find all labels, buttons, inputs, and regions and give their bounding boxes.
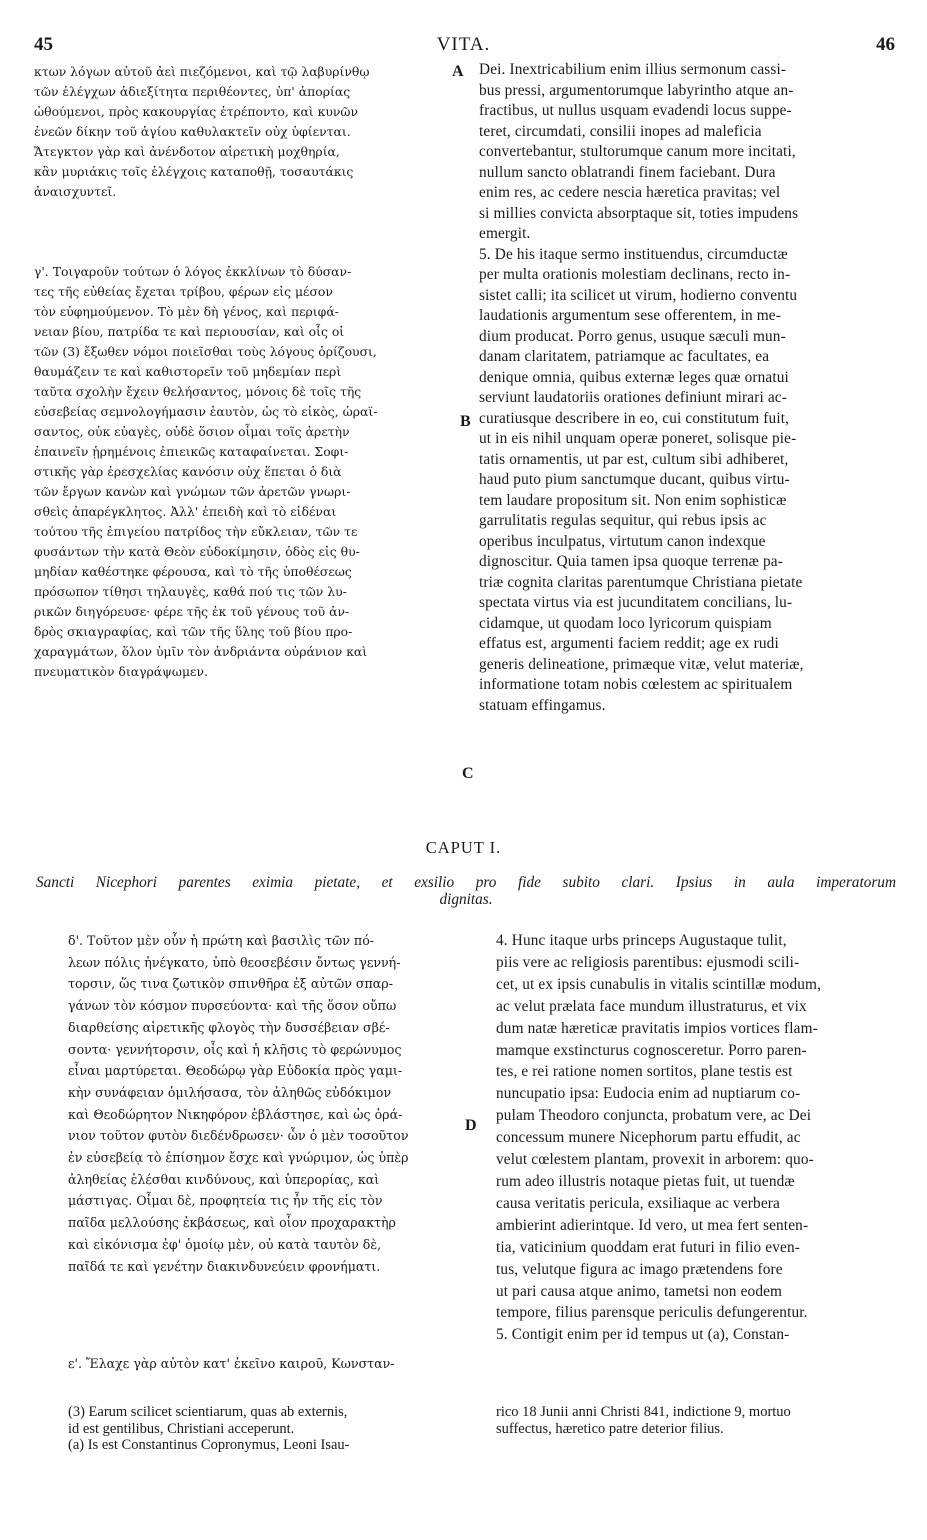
text-line: νειαν βίου, πατρίδα τε καὶ περιουσίαν, καὶ οἷς οἱ: [34, 324, 345, 339]
text-line: ε'. Ἔλαχε γὰρ αὐτὸν κατ' ἐκεῖνο καιροῦ, Κωνσταν-: [68, 1356, 395, 1371]
text-line: θαυμάζειν τε καὶ καθιστορεῖν τοῦ μηδεμίαν περὶ: [34, 364, 342, 379]
text-line: τὸν εὐφημούμενον. Τὸ μὲν δὴ γένος, καὶ περιφά-: [34, 304, 339, 319]
text-line: cidamque, ut quodam loco lyricorum quispiam: [479, 614, 772, 632]
running-title: VITA.: [436, 34, 491, 55]
text-line: laudationis argumentum sese offerentem, in me-: [479, 307, 781, 324]
greek-column-bottom-block1: [68, 930, 468, 1277]
text-line: λεων πόλις ἠνέγκατο, ὑπὸ θεοσεβέσιν ὄντως γεννή-: [68, 954, 401, 970]
text-line: σαντος, οὐκ εὐαγὲς, οὐδὲ ὅσιον οἶμαι τοῖς ἀρετὴν: [34, 424, 350, 439]
text-line: effatus est, argumenti faciem reddit; age ex rudi: [479, 635, 779, 652]
chapter-summary-line1: Sancti Nicephori parentes eximia pietate, et exsilio pro fide subito clari. Ipsius in aula imperatorum: [36, 874, 896, 891]
marker-a: A: [452, 63, 464, 80]
text-line: Ἄτεγκτον γὰρ καὶ ἀνένδοτον αἱρετικὴ μοχθηρία,: [34, 144, 340, 159]
latin-column-bottom: [496, 930, 896, 1346]
text-line: κἂν μυριάκις τοῖς ἐλέγχοις καταποθῇ, τοσαυτάκις: [34, 164, 354, 179]
text-line: nuncupatio ipsa: Eudocia enim ad nuptiarum co-: [496, 1085, 801, 1103]
text-line: causa veritatis pericula, exsiliaque ac verbera: [496, 1194, 780, 1212]
chapter-summary-line2: dignitas.: [439, 891, 493, 908]
text-line: bus pressi, argumentorumque labyrintho atque an-: [479, 81, 794, 99]
text-line: velut cœlestem plantam, provexit in arborem: quo-: [496, 1151, 814, 1169]
text-line: operibus inculpatus, virtutum canon indexque: [479, 532, 766, 550]
text-line: triæ cognita claritas parentumque Christiana pietate: [479, 573, 803, 591]
text-line: denique omnia, quibus externæ leges quæ ornatui: [479, 368, 789, 386]
text-line: tes, e rei ratione nomen sortitos, plane testis est: [496, 1063, 793, 1081]
text-line: καὶ εἰκόνισμα ἐφ' ὁμοίῳ μὲν, οὐ κατὰ ταυτὸν δὲ,: [68, 1236, 382, 1252]
text-line: garrulitatis regulas sequitur, qui rebus ipsis ac: [479, 512, 767, 529]
text-line: sistet calli; ita scilicet ut virum, hodierno conventu: [479, 286, 798, 304]
text-line: εἶναι μαρτύρεται. Θεοδώρῳ γὰρ Εὐδοκία πρὸς γαμι-: [68, 1063, 403, 1079]
text-line: πρόσωπον τίθησι τηλαυγὲς, καθά πού τις τῶν λυ-: [34, 584, 347, 599]
text-line: ταῦτα σχολὴν ἔχειν θελήσαντος, μόνοις δὲ τοῖς τῆς: [34, 384, 362, 399]
text-line: ac velut prælata face mundum illustraturus, et vix: [496, 997, 807, 1015]
marker-d: D: [465, 1117, 477, 1134]
text-line: spectata virtus via est jucunditatem concilians, lu-: [479, 594, 793, 611]
text-line: ρικῶν διηγόρευσε· φέρε τῆς ἐκ τοῦ γένους τοῦ ἀν-: [34, 604, 350, 619]
text-line: παῖδα μελλούσης ἐκβάσεως, καὶ οἷον προχαρακτὴρ: [68, 1215, 396, 1231]
text-line: mamque exstincturus cognosceretur. Porro paren-: [496, 1041, 807, 1059]
text-line: nullum sancto oblatrandi finem faciebant. Dura: [479, 163, 776, 181]
text-line: φυσάντων τὴν κατὰ Θεὸν εὐδοκίμησιν, ὁδὸς εἰς θυ-: [34, 544, 360, 559]
text-line: γάνων τὸν κόσμον πυρσεύοντα· καὶ τῆς ὅσον οὔπω: [68, 998, 397, 1014]
text-line: ἐν εὐσεβείᾳ τὸ ἐπίσημον ἔσχε καὶ γνώριμον, ὡς ὑπὲρ: [68, 1150, 409, 1166]
text-line: convertebantur, stultorumque canum more incitati,: [479, 143, 796, 160]
text-line: concessum munere Nicephorum partu effudit, ac: [496, 1129, 801, 1147]
text-line: ut in eis nihil unquam operæ poneret, solisque pie-: [479, 430, 797, 447]
text-line: νιον τοῦτον φυτὸν διεδένδρωσεν· ὧν ὁ μὲν τοσοῦτον: [68, 1128, 409, 1144]
text-line: teret, circumdati, consilii inopes ad maleficia: [479, 122, 762, 140]
text-line: τῶν ἔργων κανὼν καὶ γνώμων τῶν ἀρετῶν γνωρι-: [34, 484, 351, 499]
text-line: rum adeo illustris notaque pietas fuit, ut tuendæ: [496, 1172, 795, 1190]
text-line: σθεὶς ἀπαρέγκλητος. Ἀλλ' ἐπειδὴ καὶ τὸ εἰδέναι: [34, 504, 337, 519]
footnotes-left: [68, 1404, 468, 1454]
text-line: ἐπαινεῖν ᾑρημένοις ἐπιεικῶς καταφαίνεται. Σοφι-: [34, 444, 349, 459]
text-line: curatiusque describere in eo, cui constitutum fuit,: [479, 409, 790, 427]
text-line: tatis ornamentis, ut par est, cultum sibi adhiberet,: [479, 450, 789, 468]
text-line: ut pari causa atque animo, tametsi non eodem: [496, 1282, 783, 1300]
text-line: τούτου τῆς ἐπιγείου πατρίδος τὴν εὔκλειαν, τῶν τε: [34, 524, 358, 539]
text-line: δ'. Τοῦτον μὲν οὖν ἡ πρώτη καὶ βασιλὶς τῶν πό-: [68, 933, 375, 948]
latin-column-top: [479, 60, 897, 716]
text-line: ἀληθείας ἑλέσθαι κινδύνους, καὶ ὑπερορίας, καὶ: [68, 1171, 380, 1187]
text-line: haud puto pium sanctumque ducant, quibus virtu-: [479, 471, 790, 488]
text-line: τῶν (3) ἔξωθεν νόμοι ποιεῖσθαι τοὺς λόγους ὁρίζουσι,: [34, 344, 377, 359]
text-line: cet, ut ex ipsis cunabulis in vitalis scintillæ modum,: [496, 975, 822, 993]
text-line: πνευματικὸν διαγράψωμεν.: [34, 664, 208, 679]
text-line: serviunt laudatoriis orationes definiunt mirari ac-: [479, 389, 787, 406]
text-line: tus, velutque figura ac imago prætendens fore: [496, 1260, 783, 1278]
text-line: μηδίαν καθέστηκε φέρουσα, καὶ τὸ τῆς ὑποθέσεως: [34, 564, 352, 579]
text-line: dum natæ hæreticæ pravitatis impios vortices flam-: [496, 1019, 818, 1037]
text-line: tem laudare propositum sit. Non enim sophisticæ: [479, 491, 787, 509]
text-line: 5. Contigit enim per id tempus ut (a), Constan-: [496, 1326, 790, 1344]
text-line: ἐνεῶν δίκην τοῦ ἁγίου καθυλακτεῖν οὐχ ὑφίενται.: [34, 124, 351, 139]
text-line: piis vere ac religiosis parentibus: ejusmodi scili-: [496, 953, 800, 971]
footnote-line: id est gentilibus, Christiani acceperunt.: [68, 1420, 295, 1437]
text-line: γ'. Τοιγαροῦν τούτων ὁ λόγος ἐκκλίνων τὸ δύσαν-: [34, 264, 352, 279]
text-line: pulam Theodoro conjuncta, probatum vere, ac Dei: [496, 1107, 812, 1125]
text-line: dium producat. Porro genus, usuque sæculi mun-: [479, 327, 786, 345]
text-line: κτων λόγων αὐτοῦ ἀεὶ πιεζόμενοι, καὶ τῷ λαβυρίνθῳ: [34, 64, 370, 79]
text-line: tempore, filius parensque periculis defungerentur.: [496, 1304, 808, 1322]
text-line: μάστιγας. Οἶμαι δὲ, προφητεία τις ἦν τῆς εἰς τὸν: [68, 1193, 383, 1209]
text-line: 4. Hunc itaque urbs princeps Augustaque tulit,: [496, 932, 787, 949]
text-line: fractibus, ut nullus usquam evadendi locus suppe-: [479, 102, 792, 119]
text-line: τες τῆς εὐθείας ἔχεται τρίβου, φέρων εἰς μέσον: [34, 284, 333, 299]
text-line: χαραγμάτων, ὅλον ὑμῖν τὸν ἀνδριάντα οὐράνιον καὶ: [34, 644, 368, 659]
text-line: ὠθούμενοι, πρὸς κακουργίας ἐτρέποντο, καὶ κυνῶν: [34, 104, 359, 119]
footnote-line: (3) Earum scilicet scientiarum, quas ab externis,: [68, 1404, 348, 1420]
chapter-summary: [36, 874, 896, 908]
text-line: 5. De his itaque sermo instituendus, circumductæ: [479, 245, 788, 263]
text-line: παῖδά τε καὶ γενέτην διακινδυνεύειν φρονήματι.: [68, 1258, 381, 1274]
text-line: δρὸς σκιαγραφίας, καὶ τῶν τῆς ὕλης τοῦ βίου προ-: [34, 624, 353, 639]
page-number-right: 46: [876, 34, 895, 55]
text-line: tia, vaticinium quoddam erat futuri in filio even-: [496, 1238, 801, 1256]
chapter-heading: CAPUT I.: [425, 838, 502, 857]
footnote-line: suffectus, hæretico patre deterior filius.: [496, 1420, 724, 1437]
text-line: τῶν ἐλέγχων ἀδιεξίτητα περιθέοντες, ὑπ' ἀπορίας: [34, 84, 351, 99]
text-line: στικῆς γὰρ ἐρεσχελίας κανόσιν οὐχ ἕπεται ὁ διὰ: [34, 464, 342, 479]
text-line: per multa orationis molestiam declinans, recto in-: [479, 266, 791, 283]
text-line: διαρθείσης αἱρετικῆς φλογὸς τὴν δυσσέβειαν σβέ-: [68, 1019, 390, 1035]
text-line: εὐσεβείας σεμνολογήμασιν ἑαυτὸν, ὡς τὸ εἰκὸς, ὡραϊ-: [34, 404, 378, 419]
text-line: enim res, ac cedere nescia hæretica pravitas; vel: [479, 184, 781, 201]
text-line: danam claritatem, patriamque ac facultates, ea: [479, 348, 770, 365]
text-line: informatione totam nobis cœlestem ac spiritualem: [479, 676, 793, 693]
text-line: dignoscitur. Quia tamen ipsa quoque terrenæ pa-: [479, 553, 783, 570]
text-line: καὶ Θεοδώρητον Νικηφόρον ἐβλάστησε, καὶ ὡς ὀρά-: [68, 1106, 403, 1122]
text-line: τορσιν, ὥς τινα ζωτικὸν σπινθῆρα ἐξ αὐτῶν σπαρ-: [68, 976, 393, 992]
marker-c: C: [462, 765, 474, 782]
footnotes-right: [496, 1404, 896, 1437]
text-line: generis delineatione, primæque vitæ, velut materiæ,: [479, 655, 804, 673]
text-line: ambierint adierintque. Id vero, ut mea fert senten-: [496, 1216, 809, 1234]
text-line: statuam effingamus.: [479, 696, 606, 714]
footnote-line: rico 18 Junii anni Christi 841, indictione 9, mortuo: [496, 1404, 791, 1420]
text-line: si millies convicta absorptaque sit, toties impudens: [479, 204, 799, 222]
text-line: Dei. Inextricabilium enim illius sermonum cassi-: [479, 61, 787, 78]
greek-column-bottom-block2: [68, 1353, 468, 1375]
footnote-line: (a) Is est Constantinus Copronymus, Leoni Isau-: [68, 1437, 350, 1453]
greek-column-top-block2: [34, 262, 464, 682]
page-number-left: 45: [34, 34, 53, 55]
text-line: ἀναισχυντεῖ.: [34, 184, 117, 199]
text-line: σοντα· γεννήτορσιν, οἷς καὶ ἡ κλῆσις τὸ φερώνυμος: [68, 1041, 402, 1057]
text-line: κὴν συνάφειαν ὁμιλήσασα, τὸν ἀληθῶς εὐδόκιμον: [68, 1084, 392, 1100]
marker-b: B: [460, 413, 471, 430]
text-line: emergit.: [479, 225, 531, 242]
greek-column-top-block1: [34, 62, 464, 202]
